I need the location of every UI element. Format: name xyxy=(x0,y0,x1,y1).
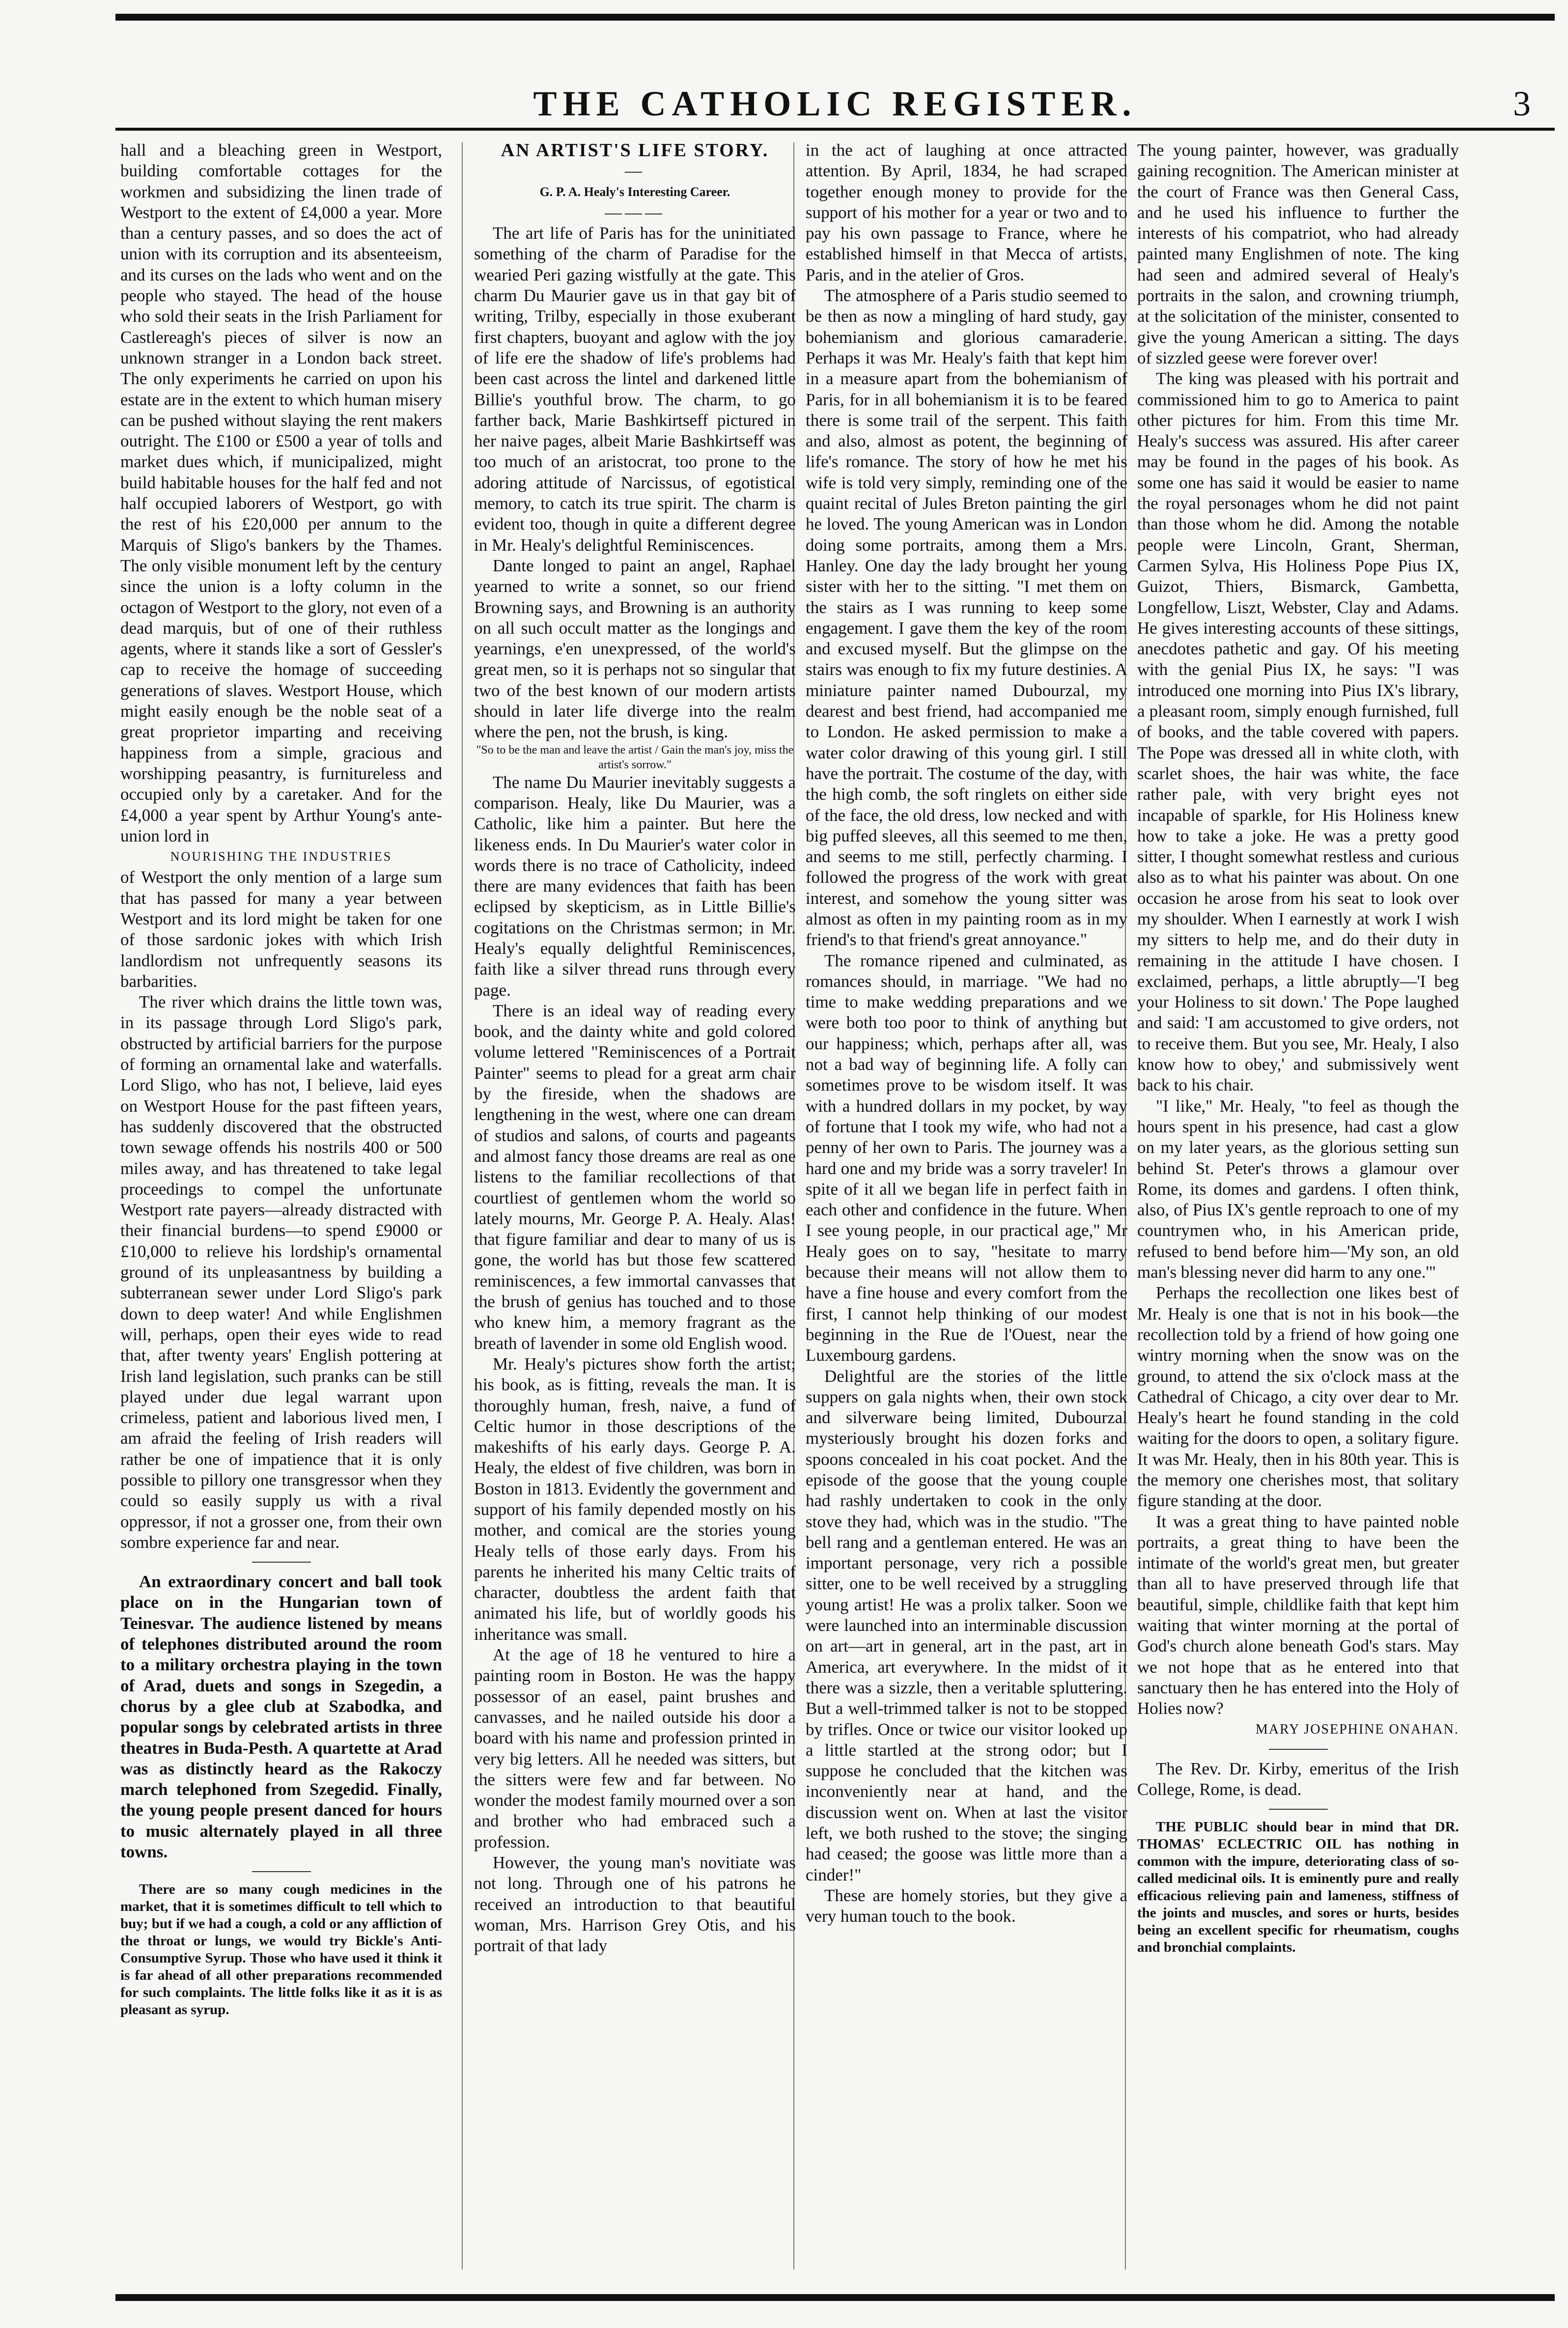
separator xyxy=(252,1871,311,1872)
subtitle-dash: ——— xyxy=(605,202,665,222)
paragraph: Mr. Healy's pictures show forth the artist; his book, as is fitting, reveals the man. It is thoroughly human, fresh, naive, a fund of Celtic humor in those descriptions of the makeshifts of his early days. George P. A. Healy, the eldest of five children, was born in Boston in 1813. Evidently the government and support of his family depended mostly on his mother, and comical are the stories young Healy tells of those early days. From his parents he inherited his many Celtic traits of character, doubtless the ardent faith that animated his life, but of worldly goods his inheritance was small. xyxy=(474,1354,796,1644)
title-dash: — xyxy=(625,161,645,181)
masthead: THE CATHOLIC REGISTER. xyxy=(533,84,1137,123)
header-rule xyxy=(115,128,1555,131)
column-divider xyxy=(462,142,463,2270)
column-3 xyxy=(806,140,1127,2270)
paragraph: At the age of 18 he ventured to hire a painting room in Boston. He was the happy possessor of an easel, paint brushes and canvasses, and he nailed outside his door a board with his name and profession printed in very big letters. All he needed was sitters, but the sitters were few and far between. No wonder the modest family mourned over a son and brother who had embraced such a profession. xyxy=(474,1645,796,1851)
paragraph: "I like," Mr. Healy, "to feel as though the hours spent in his presence, had cast a glow on my later years, as the glorious setting sun behind St. Peter's throws a glamour over Rome, its domes and gardens. I often think, also, of Pius IX's gentle reproach to one of my countrymen who, in his American pride, refused to bend before him—'My son, an old man's blessing never did harm to any one.'" xyxy=(1137,1096,1459,1282)
paragraph: in the act of laughing at once attracted attention. By April, 1834, he had scraped together enough money to provide for the support of his mother for a year or two and to pay his own passage to France, where he established himself in that Mecca of artists, Paris, and in the atelier of Gros. xyxy=(806,140,1127,284)
bottom-rule xyxy=(115,2294,1555,2301)
paragraph: There is an ideal way of reading every book, and the dainty white and gold colored volume lettered "Reminiscences of a Portrait Painter" seems to plead for a great arm chair by the fireside, when the shadows are lengthening in the west, where one can dream of studios and salons, of courts and pageants and almost fancy those dreams are real as one listens to the familiar recollections of that courtliest of gentlemen whom the world so lately mourns, Mr. George P. A. Healy. Alas! that figure familiar and dear to many of us is gone, the world has but those few scattered reminiscences, a few immortal canvasses that the brush of genius has touched and to those who knew him, a memory fragrant as the breath of lavender in some old English wood. xyxy=(474,1001,796,1353)
paragraph: The romance ripened and culminated, as romances should, in marriage. "We had no time to make wedding preparations and we were both too poor to think of anything but our happiness; which, perhaps after all, was not a bad way of beginning life. A folly can sometimes prove to be wisdom itself. It was with a hundred dollars in my pocket, by way of fortune that I took my wife, who had not a penny of her own to Paris. The journey was a hard one and my bride was a sorry traveler! In spite of it all we began life in perfect faith in each other and confidence in the future. When I see young people, in our practical age," Mr Healy goes on to say, "hesitate to marry because their means will not allow them to have a fine house and every comfort from the first, I cannot help thinking of our modest beginning in the Rue de l'Ouest, near the Luxembourg gardens. xyxy=(806,951,1127,1365)
paragraph: The art life of Paris has for the uninitiated something of the charm of Paradise for the wearied Peri gazing wistfully at the gate. This charm Du Maurier gave us in that gay bit of writing, Trilby, especially in those exuberant first chapters, buoyant and aglow with the joy of life ere the shadow of life's problems had been cast across the lintel and darkened little Billie's youthful brow. The charm, to go farther back, Marie Bashkirtseff pictured in her naive pages, albeit Marie Bashkirtseff was too much of an aristocrat, too prone to the adoring attitude of Narcissus, of egotistical memory, to catch its true spirit. The charm is evident too, though in quite a different degree in Mr. Healy's delightful Reminiscences. xyxy=(474,224,796,555)
paragraph: Perhaps the recollection one likes best of Mr. Healy is one that is not in his book—the recollection told by a friend of how going one wintry morning when the snow was on the ground, to attend the six o'clock mass at the Cathedral of Chicago, a city over dear to Mr. Healy's heart he found standing in the cold waiting for the doors to open, a solitary figure. It was Mr. Healy, then in his 80th year. This is the memory one cherishes most, that solitary figure standing at the door. xyxy=(1137,1283,1459,1511)
paragraph: Dante longed to paint an angel, Raphael yearned to write a sonnet, so our friend Browning says, and Browning is an authority on all such occult matter as the longings and yearnings, e'en unexpressed, of the world's great men, so it is perhaps not so singular that two of the best known of our modern artists should in later life diverge into the realm where the pen, not the brush, is king. xyxy=(474,556,796,742)
quotation: "So to be the man and leave the artist / Gain the man's joy, miss the artist's sorrow." xyxy=(476,743,794,771)
separator xyxy=(1269,1749,1328,1750)
paragraph: Delightful are the stories of the little suppers on gala nights when, their own stock and silverware being limited, Dubourzal mysteriously brought his dozen forks and spoons concealed in his coat pocket. And the episode of the goose that the young couple had rashly undertaken to cook in the only stove they had, which was in the studio. "The bell rang and a gentleman entered. He was an important personage, very rich a possible sitter, one to be well received by a struggling young artist! He was a prolix talker. Soon we were launched into an interminable discussion on art—art in general, art in the past, art in America, art everywhere. In the midst of it there was a sizzle, then a veritable spluttering. But a well-trimmed talker is not to be stopped by trifles. Once or twice our visitor looked up a little startled at the strong odor; but I suppose he concluded that the kitchen was inconveniently near at hand, and the discussion went on. When at last the visitor left, we both rushed to the stove; the singing had ceased; the goose was little more than a cinder!" xyxy=(806,1366,1127,1884)
news-item: An extraordinary concert and ball took place on in the Hungarian town of Teinesvar. The audience listened by means of telephones distributed around the room to a military orchestra playing in the town of Arad, duets and songs in Szegedin, a chorus by a glee club at Szabodka, and popular songs by celebrated artists in three theatres in Buda-Pesth. A quartette at Arad was as distinctly heard as the Rakoczy march telephoned from Szegedid. Finally, the young people present danced for hours to music alternately played in all three towns. xyxy=(120,1572,442,1862)
top-rule xyxy=(115,14,1555,21)
section-subhead: NOURISHING THE INDUSTRIES xyxy=(170,849,392,864)
paragraph: The name Du Maurier inevitably suggests a comparison. Healy, like Du Maurier, was a Catholic, like him a painter. But here the likeness ends. In Du Maurier's water color in words there is no trace of Catholicity, indeed there are many evidences that faith has been eclipsed by skepticism, as in Little Billie's cogitations on the Christmas sermon; in Mr. Healy's equally delightful Reminiscences, faith like a silver thread runs through every page. xyxy=(474,772,796,1000)
paragraph: The king was pleased with his portrait and commissioned him to go to America to paint other pictures for him. From this time Mr. Healy's success was assured. His after career may be found in the pages of his book. As some one has said it would be easier to name the royal personages whom he did not paint than those whom he did. Among the notable people were Lincoln, Grant, Sherman, Carmen Sylva, His Holiness Pope Pius IX, Guizot, Thiers, Bismarck, Gambetta, Longfellow, Liszt, Webster, Clay and Adams. He gives interesting accounts of these sittings, anecdotes pathetic and gay. Of his meeting with the genial Pius IX, he says: "I was introduced one morning into Pius IX's library, a pleasant room, simply enough furnished, full of books, and the table covered with papers. The Pope was dressed all in white cloth, with scarlet shoes, the hair was white, the face rather pale, with very bright eyes not incapable of sparkle, for His Holiness knew how to take a joke. He was a pretty good sitter, I thought somewhat restless and curious also as to what his painter was about. On one occasion he arose from his seat to look over my shoulder. When I earnestly at work I wish my sitters to help me, and do their duty in remaining in the attitude I have chosen. I exclaimed, perhaps, a little abruptly—'I beg your Holiness to sit down.' The Pope laughed and said: 'I am accustomed to give orders, not to receive them. But you see, Mr. Healy, I also know how to obey,' and submissively went back to his chair. xyxy=(1137,369,1459,1095)
column-4 xyxy=(1137,140,1459,2270)
separator xyxy=(252,1562,311,1563)
paragraph: of Westport the only mention of a large sum that has passed for many a year between Westport and its lord might be taken for one of those sardonic jokes with which Irish landlordism not unfrequently seasons its barbarities. xyxy=(120,868,442,991)
paragraph: The river which drains the little town was, in its passage through Lord Sligo's park, obstructed by artificial barriers for the purpose of forming an ornamental lake and waterfalls. Lord Sligo, who has not, I believe, laid eyes on Westport House for the past fifteen years, has suddenly discovered that the obstructed town sewage offends his nostrils 400 or 500 miles away, and has threatened to take legal proceedings to compel the unfortunate Westport rate payers—already distracted with their financial burdens—to spend £9000 or £10,000 to relieve his lordship's ornamental ground of its unpleasantness by building a subterranean sewer under Lord Sligo's park down to deep water! And while Englishmen will, perhaps, open their eyes wide to read that, after twenty years' English pottering at Irish land legislation, such pranks can be still played under due legal warrant upon crimeless, patient and laborious lived men, I am afraid the feeling of Irish readers will rather be one of impatience that it is only possible to pillory one transgressor when they could so easily supply us with a rival oppressor, if not a grosser one, from their own sombre experience far and near. xyxy=(120,992,442,1552)
column-2 xyxy=(474,140,796,2270)
separator xyxy=(1269,1809,1328,1810)
author-signature: MARY JOSEPHINE ONAHAN. xyxy=(1256,1721,1459,1737)
article-title: AN ARTIST'S LIFE STORY. xyxy=(501,140,769,161)
news-item: The Rev. Dr. Kirby, emeritus of the Irish College, Rome, is dead. xyxy=(1137,1759,1459,1799)
article-subtitle: G. P. A. Healy's Interesting Career. xyxy=(539,184,730,199)
page-number: 3 xyxy=(1513,84,1531,123)
advertisement: THE PUBLIC should bear in mind that DR. THOMAS' ECLECTRIC OIL has nothing in common with the impure, deteriorating class of so-called medicinal oils. It is eminently pure and really efficacious relieving pain and lameness, stiffness of the joints and muscles, and sores or hurts, besides being an excellent specific for rheumatism, coughs and bronchial complaints. xyxy=(1137,1819,1459,1956)
paragraph: hall and a bleaching green in Westport, building comfortable cottages for the workmen and subsidizing the linen trade of Westport to the extent of £4,000 a year. More than a century passes, and so does the act of union with its corruption and its absenteeism, and its curses on the lads who went and on the people who stayed. The head of the house who sold their seats in the Irish Parliament for Castlereagh's pieces of silver is now an unknown stranger in a London back street. The only experiments he carried on upon his estate are in the extent to which human misery can be pushed without slaying the rent makers outright. The £100 or £500 a year of tolls and market dues which, if municipalized, might build habitable houses for the half fed and not half occupied laborers of Westport, go with the rest of his £20,000 per annum to the Marquis of Sligo's bankers by the Thames. The only visible monument left by the century since the union is a lofty column in the octagon of Westport to the glory, not even of a dead marquis, but of one of their ruthless agents, where it stands like a sort of Gessler's cap to receive the homage of succeeding generations of slaves. Westport House, which might easily enough be the noble seat of a great proprietor imparting and receiving happiness from a simple, gracious and worshipping peasantry, is furnitureless and occupied only by a caretaker. And for the £4,000 a year spent by Arthur Young's ante-union lord in xyxy=(120,140,442,845)
paragraph: The young painter, however, was gradually gaining recognition. The American minister at the court of France was then General Cass, and he used his influence to further the interests of his compatriot, who had already painted many Englishmen of note. The king had seen and admired several of Healy's portraits in the salon, and crowning triumph, at the solicitation of the minister, consented to give the young American a sitting. The days of sizzled geese were forever over! xyxy=(1137,140,1459,367)
advertisement: There are so many cough medicines in the market, that it is sometimes difficult to tell which to buy; but if we had a cough, a cold or any affliction of the throat or lungs, we would try Bickle's Anti-Consumptive Syrup. Those who have used it think it is far ahead of all other preparations recommended for such complaints. The little folks like it as it is as pleasant as syrup. xyxy=(120,1881,442,2018)
paragraph: However, the young man's novitiate was not long. Through one of his patrons he received an introduction to that beautiful woman, Mrs. Harrison Grey Otis, and his portrait of that lady xyxy=(474,1853,796,1956)
paragraph: It was a great thing to have painted noble portraits, a great thing to have been the intimate of the world's great men, but greater than all to have preserved through life that beautiful, simple, childlike faith that kept him waiting that winter morning at the portal of God's church alone beneath God's stars. May we not hope that as he entered into that sanctuary then he has entered into the Holy of Holies now? xyxy=(1137,1512,1459,1718)
column-1 xyxy=(120,140,442,2270)
paragraph: These are homely stories, but they give a very human touch to the book. xyxy=(806,1885,1127,1926)
paragraph: The atmosphere of a Paris studio seemed to be then as now a mingling of hard study, gay bohemianism and glorious camaraderie. Perhaps it was Mr. Healy's faith that kept him in a measure apart from the bohemianism of Paris, for in all bohemianism it is to be feared there is some trail of the serpent. This faith and also, almost as potent, the beginning of life's romance. The story of how he met his wife is told very simply, reminding one of the quaint recital of Jules Breton painting the girl he loved. The young American was in London doing some portraits, among them a Mrs. Hanley. One day the lady brought her young sister with her to the sitting. "I met them on the stairs as I was running to keep some engagement. I gave them the key of the room and excused myself. But the glimpse on the stairs was enough to fix my future destinies. A miniature painter named Dubourzal, my dearest and best friend, had accompanied me to London. He asked permission to make a water color drawing of this young girl. I still have the portrait. The costume of the day, with the high comb, the soft ringlets on either side of the face, the old dress, low necked and with big puffed sleeves, all this seemed to me then, and seems to me still, perfectly charming. I followed the progress of the work with great interest, and somehow the young sitter was almost as often in my painting room as in my friend's to that friend's great annoyance." xyxy=(806,286,1127,950)
